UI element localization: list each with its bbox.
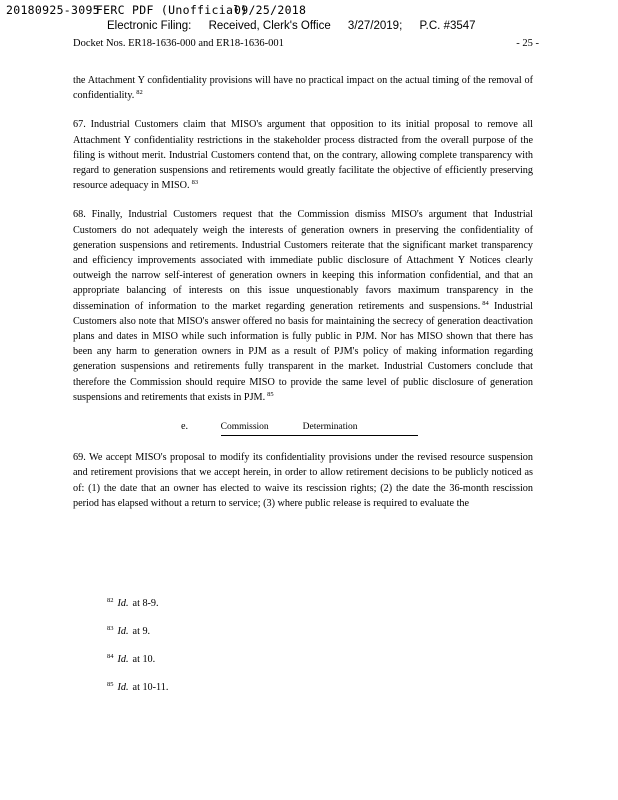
section-heading: [73, 419, 533, 436]
stamp-date: 09/25/2018: [234, 3, 307, 17]
footnote-ref: 83: [191, 179, 199, 187]
filing-status: Received, Clerk's Office: [208, 20, 331, 32]
footnotes: [107, 598, 168, 710]
paragraph-continued: the Attachment Y confidentiality provisions will have no practical impact on the actual timing of the removal of confidentiality. $^{82}$: [73, 75, 533, 102]
page-number: - 25 -: [516, 38, 539, 49]
paragraph-68: 68. Finally, Industrial Customers request that the Commission dismiss MISO's argument that Industrial Customers do not adequately weigh the interests of generation owners in preserving the confidentiality of generation suspensions and retirements. Industrial Customers reiterate that the significant market transparency and efficiency improvements associated with immediate public disclosure of Attachment Y Notices clearly outweigh the narrow self-interest of generation owners in keeping this information confidential, and that an appropriate balancing of interests on this issue unquestionably favors maximum transparency in the dissemination of information to the market regarding generation retirements and suspensions. $^{84}$ Industrial Customers also note that MISO's answer offered no basis for maintaining the secrecy of generation deactivation plans and dates in MISO while such information is fully public in PJM. Nor has MISO shown that there has been any harm to generation owners in PJM as a result of PJM's policy of making information regarding generation suspensions and retirements fully transparent in the market. Industrial Customers conclude that therefore the Commission should require MISO to provide the same level of public disclosure of generation suspensions and retirements that exists in PJM. $^{85}$: [73, 209, 533, 403]
docket-line: [73, 38, 539, 49]
stamp-id: 20180925-3095: [6, 3, 100, 17]
filing-date: 3/27/2019;: [347, 20, 403, 32]
footnote: $^{84}$ Id. at 10.: [107, 653, 156, 665]
footnote-ref: 84: [482, 299, 489, 307]
filing-type: Electronic Filing:: [107, 20, 192, 32]
document-body: [73, 73, 533, 525]
ferc-stamp: [6, 3, 307, 17]
footnote: $^{83}$ Id. at 9.: [107, 625, 151, 637]
filing-pc: P.C. #3547: [419, 20, 476, 32]
paragraph-69: 69. We accept MISO's proposal to modify its confidentiality provisions under the revised resource suspension and retirement provisions that we accept herein, in order to allow retirement decisions to be publicly noticed as of: (1) the date that an owner has elected to waive its rescission rights; (2) the date the 36-month rescission period has elapsed without a return to service; (3) where public release is required to evaluate the: [73, 452, 533, 509]
filing-header: [107, 20, 490, 32]
section-letter: e.: [181, 421, 189, 433]
footnote-ref: 82: [136, 89, 143, 97]
paragraph-67: 67. Industrial Customers claim that MISO's argument that opposition to its initial proposal to remove all Attachment Y confidentiality restrictions in the stakeholder process distracted from the overall purpose of the filing is without merit. Industrial Customers contend that, on the contrary, allowing complete transparency with regard to generation suspensions and retirements would greatly facilitate the objective of efficiently preserving resource adequacy in MISO. $^{83}$: [73, 119, 533, 192]
section-title: Commission Determination: [221, 420, 418, 436]
footnote: $^{85}$ Id. at 10-11.: [107, 681, 169, 693]
docket-label: Docket Nos. ER18-1636-000 and ER18-1636-001: [73, 38, 284, 49]
footnote: $^{82}$ Id. at 8-9.: [107, 597, 159, 609]
stamp-overlay: FERC PDF (Unofficial): [95, 3, 248, 17]
footnote-ref: 85: [267, 390, 274, 398]
